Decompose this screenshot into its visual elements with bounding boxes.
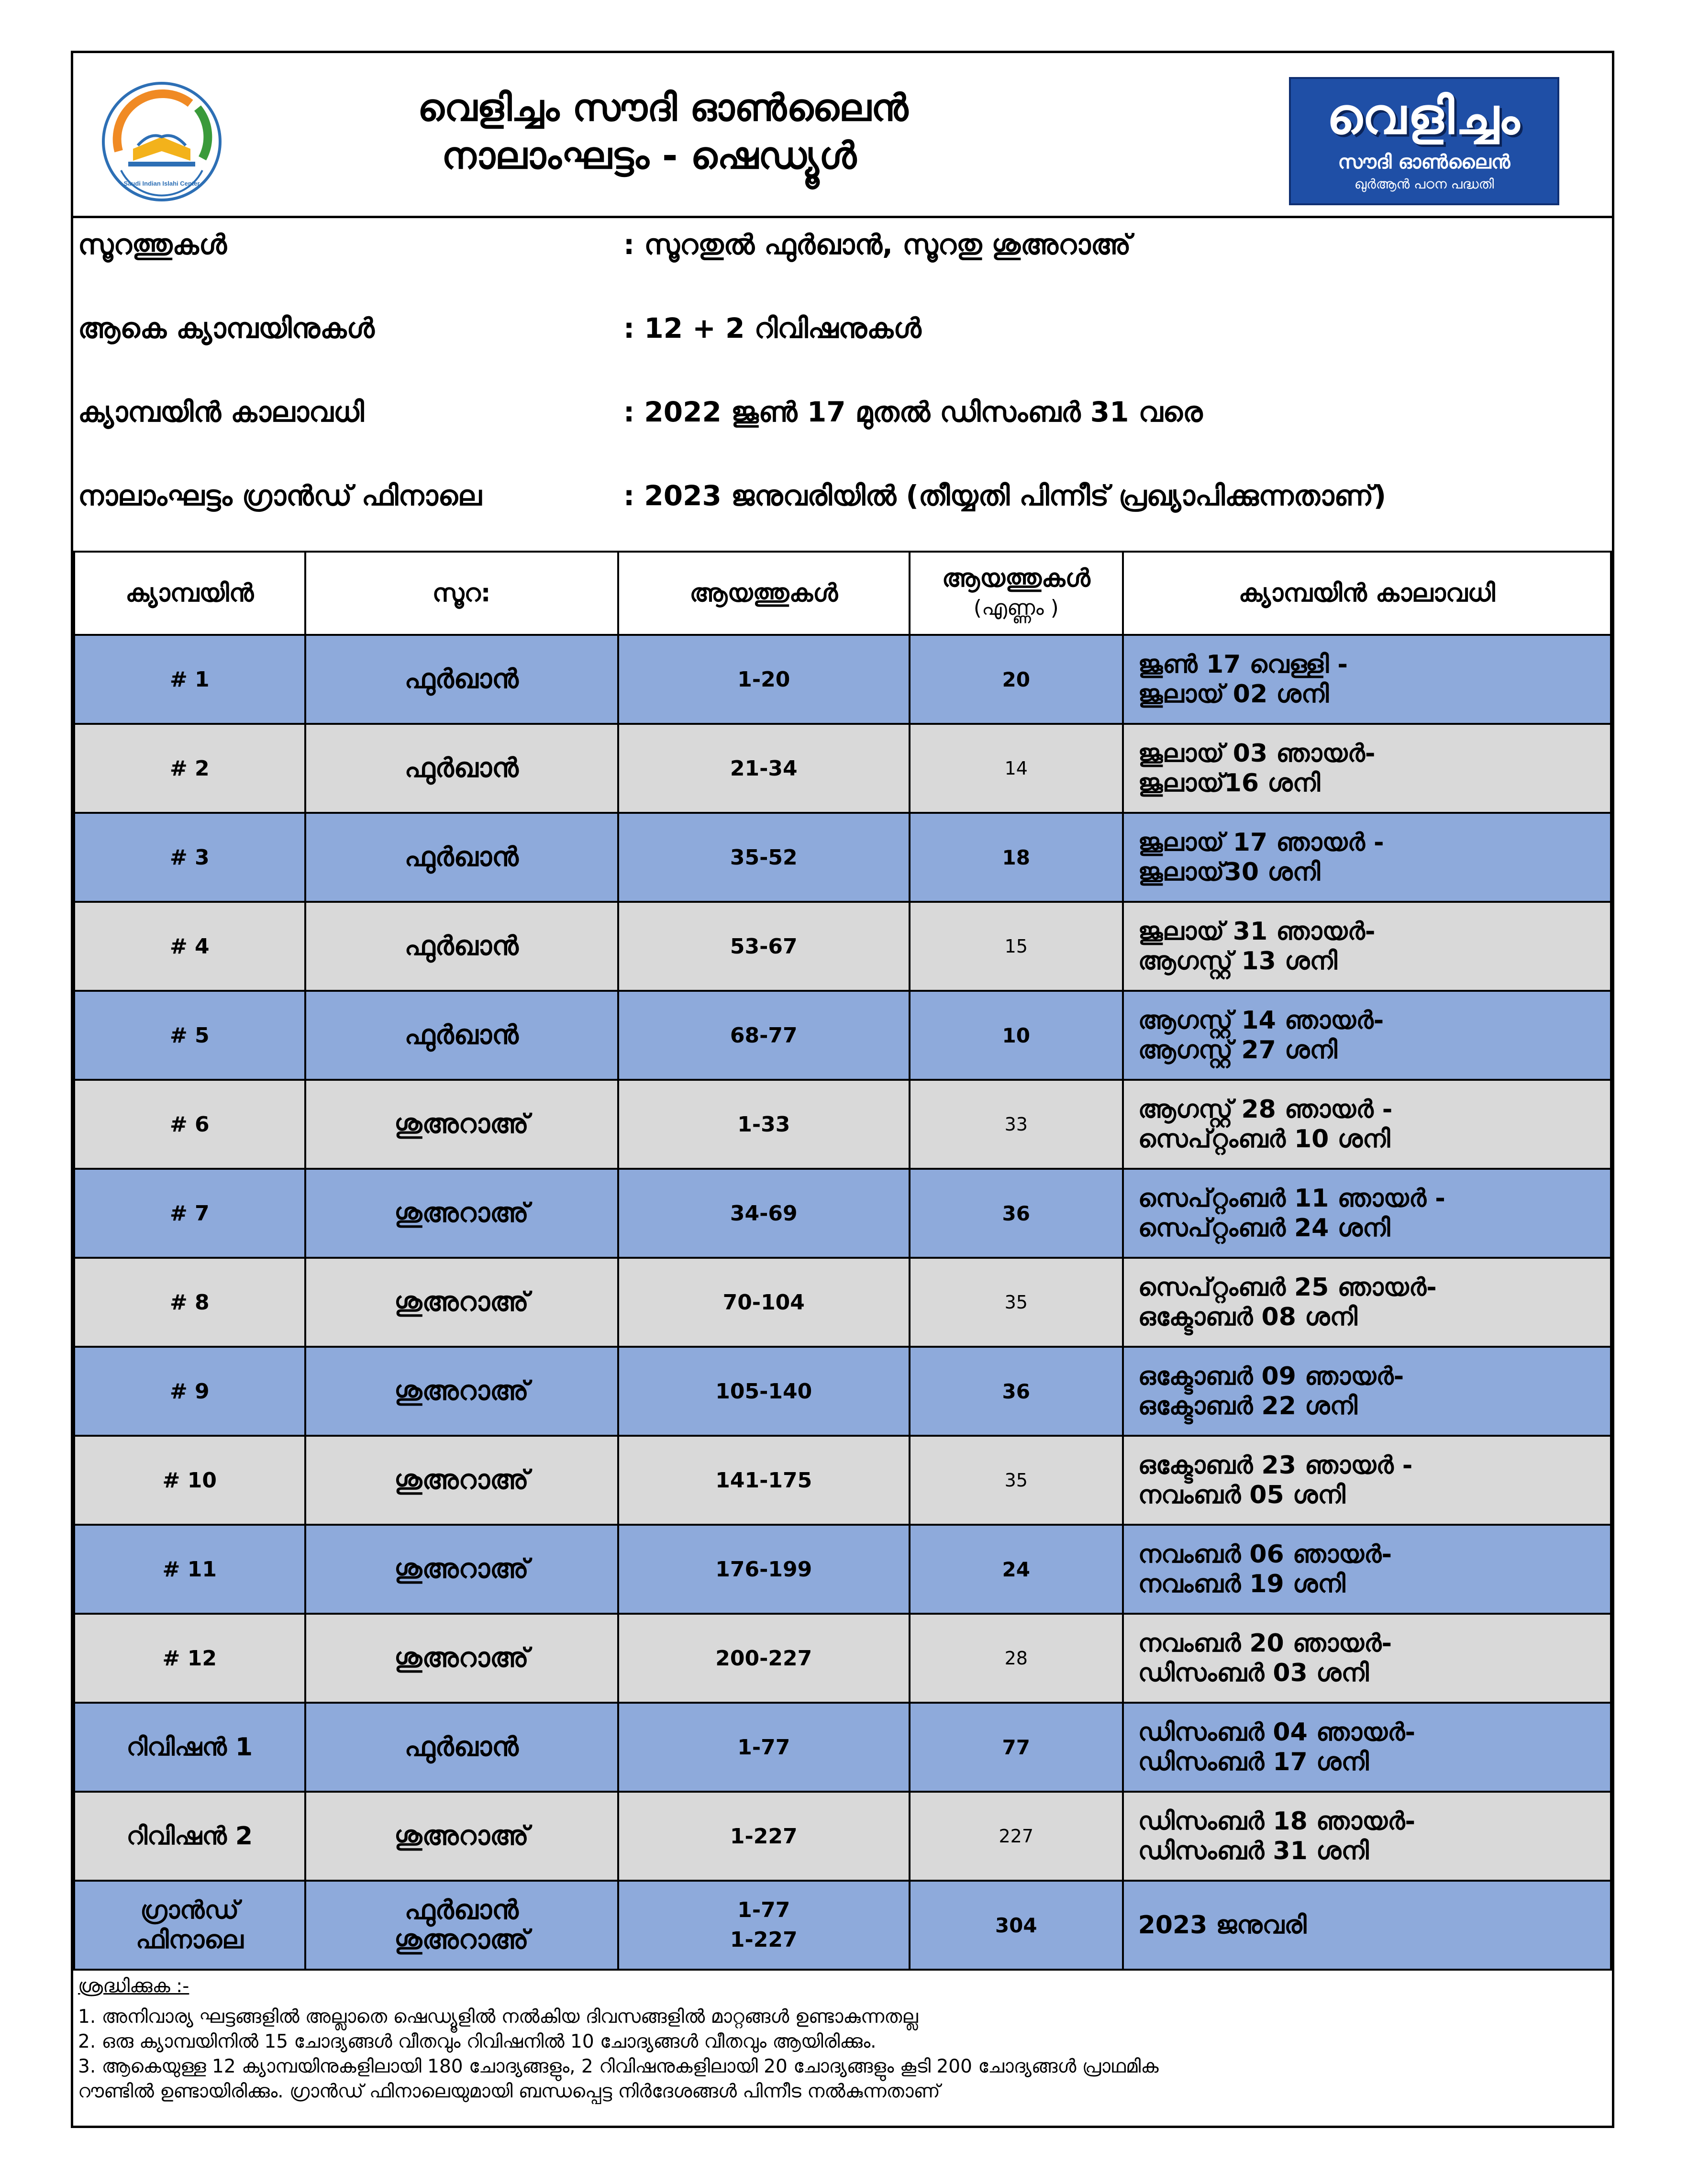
cell-count: 36: [910, 1347, 1123, 1436]
cell-sura: ഫുർഖാൻ: [305, 813, 618, 902]
duration-end: ഡിസംബർ 17 ശനി: [1138, 1748, 1369, 1776]
cell-duration: [1123, 813, 1611, 902]
notes-section: [78, 1974, 1604, 2104]
cell-count: 227: [910, 1792, 1123, 1881]
cell-ayat: 141-175: [618, 1436, 910, 1525]
cell-sura: ഫുർഖാൻ: [305, 902, 618, 991]
header-sura: സൂറ:: [305, 552, 618, 635]
cell-duration: [1123, 1525, 1611, 1614]
finale-ayat-l2: 1-227: [730, 1928, 798, 1952]
cell-campaign: റിവിഷൻ 1: [74, 1703, 305, 1792]
cell-duration: 2023 ജനുവരി: [1123, 1881, 1611, 1970]
cell-count: 36: [910, 1169, 1123, 1258]
cell-count: 20: [910, 635, 1123, 724]
finale-id-l2: ഫിനാലെ: [135, 1926, 244, 1954]
cell-campaign: # 2: [74, 724, 305, 813]
cell-sura: ശുഅറാഅ്: [305, 1436, 618, 1525]
info-value: : 2022 ജൂൺ 17 മുതൽ ഡിസംബർ 31 വരെ: [623, 396, 1203, 428]
header-ayat: ആയത്തുകൾ: [618, 552, 910, 635]
cell-count: 18: [910, 813, 1123, 902]
cell-duration: [1123, 635, 1611, 724]
duration-end: ജൂലായ്16 ശനി: [1138, 769, 1321, 798]
cell-campaign: # 3: [74, 813, 305, 902]
duration-start: സെപ്റ്റംബർ 11 ഞായർ -: [1138, 1184, 1445, 1213]
cell-campaign: റിവിഷൻ 2: [74, 1792, 305, 1881]
finale-id-l1: ഗ്രാൻഡ്: [140, 1896, 239, 1925]
header: [73, 53, 1612, 218]
cell-count: 33: [910, 1080, 1123, 1169]
duration-end: നവംബർ 19 ശനി: [1138, 1570, 1345, 1598]
duration-end: ജൂലായ് 02 ശനി: [1138, 680, 1329, 709]
cell-campaign: # 7: [74, 1169, 305, 1258]
cell-count: 15: [910, 902, 1123, 991]
duration-start: ആഗസ്റ്റ് 28 ഞായർ -: [1138, 1095, 1393, 1124]
table-row: [74, 1080, 1611, 1169]
finale-ayat-l1: 1-77: [737, 1898, 790, 1922]
cell-duration: [1123, 1080, 1611, 1169]
table-row: [74, 1258, 1611, 1347]
table-row: [74, 991, 1611, 1080]
cell-ayat: 21-34: [618, 724, 910, 813]
info-label: സൂറത്തുകൾ: [78, 228, 227, 261]
cell-campaign: # 5: [74, 991, 305, 1080]
velicham-logo-subtitle: സൗദി ഓൺലൈൻ: [1338, 151, 1510, 173]
cell-count: 14: [910, 724, 1123, 813]
cell-campaign: # 4: [74, 902, 305, 991]
duration-start: ജൂലായ് 31 ഞായർ-: [1138, 917, 1376, 946]
table-row: [74, 813, 1611, 902]
duration-start: ജൂലായ് 03 ഞായർ-: [1138, 739, 1376, 768]
cell-ayat: 68-77: [618, 991, 910, 1080]
cell-campaign: # 11: [74, 1525, 305, 1614]
duration-end: ഒക്ടോബർ 08 ശനി: [1138, 1303, 1357, 1331]
cell-duration: [1123, 1703, 1611, 1792]
duration-start: നവംബർ 06 ഞായർ-: [1138, 1540, 1392, 1569]
header-campaign: ക്യാമ്പയിൻ: [74, 552, 305, 635]
cell-campaign: # 8: [74, 1258, 305, 1347]
cell-campaign: # 10: [74, 1436, 305, 1525]
duration-start: നവംബർ 20 ഞായർ-: [1138, 1629, 1392, 1658]
cell-duration: [1123, 724, 1611, 813]
cell-duration: [1123, 1169, 1611, 1258]
cell-sura: ശുഅറാഅ്: [305, 1258, 618, 1347]
cell-ayat: 70-104: [618, 1258, 910, 1347]
cell-sura: ശുഅറാഅ്: [305, 1169, 618, 1258]
table-row: [74, 1792, 1611, 1881]
duration-end: ഒക്ടോബർ 22 ശനി: [1138, 1392, 1357, 1420]
info-value: : 2023 ജനുവരിയിൽ (തീയ്യതി പിന്നീട് പ്രഖ്യാപിക്കുന്നതാണ്): [623, 479, 1387, 512]
velicham-logo-tagline: ഖുർആൻ പഠന പദ്ധതി: [1354, 176, 1494, 192]
title-line-1: വെളിച്ചം സൗദി ഓൺലൈൻ: [418, 87, 909, 130]
table-row: [74, 1347, 1611, 1436]
cell-ayat: 105-140: [618, 1347, 910, 1436]
cell-campaign: # 1: [74, 635, 305, 724]
cell-duration: [1123, 991, 1611, 1080]
cell-ayat: 1-77: [618, 1703, 910, 1792]
cell-campaign: # 12: [74, 1614, 305, 1703]
duration-start: ഒക്ടോബർ 09 ഞായർ-: [1138, 1362, 1404, 1391]
info-label: ക്യാമ്പയിൻ കാലാവധി: [78, 396, 364, 428]
duration-start: ഡിസംബർ 04 ഞായർ-: [1138, 1718, 1416, 1747]
velicham-logo: [1289, 77, 1559, 205]
cell-ayat: 1-20: [618, 635, 910, 724]
header-ayat-count-l1: ആയത്തുകൾ: [942, 564, 1090, 593]
table-row: [74, 1703, 1611, 1792]
duration-end: ഡിസംബർ 31 ശനി: [1138, 1837, 1369, 1865]
header-ayat-count-l2: (എണ്ണം ): [973, 596, 1059, 620]
header-ayat-count: [910, 552, 1123, 635]
duration-end: ആഗസ്റ്റ് 27 ശനി: [1138, 1036, 1337, 1064]
cell-count: 10: [910, 991, 1123, 1080]
notes-heading: ശ്രദ്ധിക്കുക :-: [78, 1975, 189, 1997]
duration-start: ഡിസംബർ 18 ഞായർ-: [1138, 1807, 1416, 1836]
cell-ayat: 1-227: [618, 1792, 910, 1881]
duration-end: സെപ്റ്റംബർ 10 ശനി: [1138, 1125, 1390, 1153]
velicham-logo-title: വെളിച്ചം: [1327, 87, 1521, 145]
cell-ayat: 34-69: [618, 1169, 910, 1258]
cell-duration: [1123, 1436, 1611, 1525]
schedule-table: [73, 551, 1612, 1971]
cell-sura: ഫുർഖാൻ: [305, 1703, 618, 1792]
table-header-row: [74, 552, 1611, 635]
duration-start: സെപ്റ്റംബർ 25 ഞായർ-: [1138, 1273, 1437, 1302]
info-value: : 12 + 2 റിവിഷനുകൾ: [623, 312, 922, 344]
cell-sura: ഫുർഖാൻ: [305, 991, 618, 1080]
cell-sura: ഫുർഖാൻ: [305, 635, 618, 724]
cell-duration: [1123, 1258, 1611, 1347]
cell-campaign: # 9: [74, 1347, 305, 1436]
cell-ayat: [618, 1881, 910, 1970]
info-label: ആകെ ക്യാമ്പയിനുകൾ: [78, 312, 375, 344]
table-row: [74, 1436, 1611, 1525]
table-row: [74, 724, 1611, 813]
cell-sura: ശുഅറാഅ്: [305, 1525, 618, 1614]
info-section: [73, 218, 1612, 553]
table-row: [74, 1169, 1611, 1258]
duration-end: ആഗസ്റ്റ് 13 ശനി: [1138, 947, 1337, 976]
logo-caption: Saudi Indian Islahi Center: [123, 180, 200, 187]
table-row: [74, 902, 1611, 991]
cell-sura: ഫുർഖാൻ: [305, 724, 618, 813]
info-label: നാലാംഘട്ടം ഗ്രാൻഡ് ഫിനാലെ: [78, 479, 482, 512]
cell-sura: ശുഅറാഅ്: [305, 1614, 618, 1703]
cell-duration: [1123, 902, 1611, 991]
cell-ayat: 176-199: [618, 1525, 910, 1614]
note-item: 3. ആകെയുള്ള 12 ക്യാമ്പയിനുകളിലായി 180 ചോദ്യങ്ങളും, 2 റിവിഷനുകളിലായി 20 ചോദ്യങ്ങളും കൂടി 200 ചോദ്യങ്ങൾ പ്രാഥമിക: [78, 2056, 1159, 2077]
table-row-grand-finale: [74, 1881, 1611, 1970]
document-frame: [71, 51, 1614, 2128]
cell-ayat: 200-227: [618, 1614, 910, 1703]
cell-count: 24: [910, 1525, 1123, 1614]
duration-end: സെപ്റ്റംബർ 24 ശനി: [1138, 1214, 1390, 1242]
cell-ayat: 35-52: [618, 813, 910, 902]
cell-duration: [1123, 1792, 1611, 1881]
cell-campaign: [74, 1881, 305, 1970]
table-row: [74, 1614, 1611, 1703]
cell-sura: [305, 1881, 618, 1970]
duration-start: ജൂൺ 17 വെള്ളി -: [1138, 650, 1348, 679]
page-title: [418, 84, 908, 180]
cell-campaign: # 6: [74, 1080, 305, 1169]
note-item: റൗണ്ടിൽ ഉണ്ടായിരിക്കും. ഗ്രാൻഡ് ഫിനാലെയുമായി ബന്ധപ്പെട്ട നിർദേശങ്ങൾ പിന്നീട നൽകുന്നതാണ്: [78, 2081, 940, 2102]
duration-start: ജൂലായ് 17 ഞായർ -: [1138, 828, 1384, 857]
cell-ayat: 53-67: [618, 902, 910, 991]
finale-sura-l1: ഫുർഖാൻ: [404, 1895, 519, 1926]
cell-count: 28: [910, 1614, 1123, 1703]
cell-duration: [1123, 1347, 1611, 1436]
duration-end: ഡിസംബർ 03 ശനി: [1138, 1659, 1369, 1687]
header-duration: ക്യാമ്പയിൻ കാലാവധി: [1123, 552, 1611, 635]
note-item: 2. ഒരു ക്യാമ്പയിനിൽ 15 ചോദ്യങ്ങൾ വീതവും റിവിഷനിൽ 10 ചോദ്യങ്ങൾ വീതവും ആയിരിക്കും.: [78, 2031, 877, 2052]
cell-count: 35: [910, 1258, 1123, 1347]
duration-end: നവംബർ 05 ശനി: [1138, 1481, 1345, 1509]
duration-end: ജൂലായ്30 ശനി: [1138, 858, 1321, 887]
islahi-center-logo: [100, 79, 224, 204]
table-row: [74, 1525, 1611, 1614]
duration-start: ഒക്ടോബർ 23 ഞായർ -: [1138, 1451, 1413, 1480]
info-value: : സൂറതുൽ ഫുർഖാൻ, സൂറതു ശുഅറാഅ്: [623, 228, 1131, 261]
table-row: [74, 635, 1611, 724]
finale-sura-l2: ശുഅറാഅ്: [394, 1924, 529, 1955]
cell-count: 304: [910, 1881, 1123, 1970]
note-item: 1. അനിവാര്യ ഘട്ടങ്ങളിൽ അല്ലാതെ ഷെഡ്യൂളിൽ നൽകിയ ദിവസങ്ങളിൽ മാറ്റങ്ങൾ ഉണ്ടാകുന്നതല്ല: [78, 2006, 918, 2028]
cell-duration: [1123, 1614, 1611, 1703]
cell-count: 77: [910, 1703, 1123, 1792]
cell-sura: ശുഅറാഅ്: [305, 1792, 618, 1881]
duration-start: ആഗസ്റ്റ് 14 ഞായർ-: [1138, 1006, 1384, 1035]
cell-sura: ശുഅറാഅ്: [305, 1080, 618, 1169]
title-line-2: നാലാംഘട്ടം - ഷെഡ്യൂൾ: [442, 134, 857, 177]
cell-ayat: 1-33: [618, 1080, 910, 1169]
cell-count: 35: [910, 1436, 1123, 1525]
cell-sura: ശുഅറാഅ്: [305, 1347, 618, 1436]
